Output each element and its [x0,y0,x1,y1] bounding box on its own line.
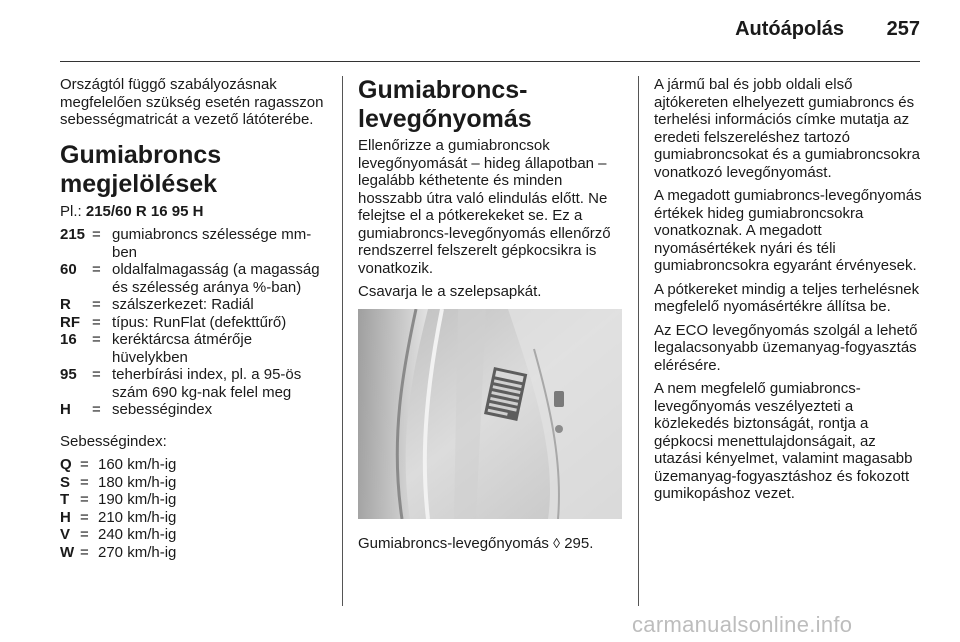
definition-row [60,366,330,401]
speed-key: S [60,473,71,491]
speed-equals: = [80,526,89,543]
speed-equals: = [80,508,89,526]
speed-key: W [60,543,75,561]
definition-equals: = [92,296,101,313]
definition-text: oldalfalmagasság (a magasság és szélesség aránya %-ban) [112,261,320,296]
speed-text: 240 km/h-ig [98,526,177,543]
definition-equals: = [92,226,101,243]
definition-text: teherbírási index, pl. a 95-ös szám 690 kg-nak felel meg [112,366,302,401]
section-title: Autóápolás [735,18,844,40]
spare-wheel-paragraph: A pótkereket mindig a teljes terhelésnek megfelelő nyomásértékre állítsa be. [654,280,920,315]
definition-key: 16 [60,331,77,348]
speed-key: H [60,508,71,526]
example-value: 215/60 R 16 95 H [85,202,204,220]
column-divider-1 [342,76,343,606]
door-frame-label-photo [358,309,622,519]
definition-text: gumiabroncs szélessége mm-ben [112,226,312,261]
definition-text: szálszerkezet: Radiál [112,296,254,313]
speed-key: Q [60,456,72,473]
definition-text: sebességindex [112,401,213,418]
wrong-pressure-paragraph: A nem megfelelő gumiabroncs-levegőnyomás veszélyezteti a közlekedés biztonságát, rontja a gépkocsi menettulajdonságait, az utazási kényelmet, valamint magasabb üzemanyag-fogyasztáshoz és fokozott gumikopáshoz vezet. [654,380,913,502]
definition-key: RF [60,313,80,331]
definition-row [60,331,330,366]
definition-equals: = [92,331,101,348]
definition-equals: = [92,313,101,331]
definition-equals: = [92,261,101,278]
tire-pressure-paragraph: Ellenőrizze a gumiabroncsok levegőnyomását – hideg állapotban – legalább kéthetente és minden hosszabb útra való elindulás előtt. Ne felejtse el a pótkerekeket se. Ez a gumiabroncs-levegőnyomás ellenőrző rendszerrel felszerelt gépkocsikra is vonatkozik. [358,137,611,277]
speed-key: V [60,526,71,543]
definition-row [60,261,330,296]
speed-text: 270 km/h-ig [98,543,177,561]
speed-text: 160 km/h-ig [98,456,177,473]
speed-row [60,474,330,492]
page-number: 257 [886,18,920,40]
definition-key: 95 [60,366,77,383]
page-header [0,0,960,62]
caption-page-link[interactable]: 295. [564,534,594,552]
speed-index-label: Sebességindex: [60,432,167,450]
site-watermark: carmanualsonline.info [632,612,853,637]
example-label: Pl.: [60,202,82,220]
speed-row [60,456,330,474]
column-1 [60,76,330,569]
tire-pressure-heading: Gumiabroncs-levegőnyomás [358,76,532,133]
speed-row [60,491,330,509]
speed-index-list [60,456,330,561]
speed-equals: = [80,456,89,473]
definition-key: R [60,296,71,313]
cold-tire-paragraph: A megadott gumiabroncs-levegőnyomás értékek hideg gumiabroncsokra vonatkoznak. A megadott nyomásértékek nyári és téli gumiabroncsokra egyaránt érvényesek. [654,187,922,274]
definition-text: típus: RunFlat (defekttűrő) [112,313,287,331]
speed-text: 210 km/h-ig [98,508,177,526]
example-line [60,203,330,221]
column-3 [654,76,922,509]
page-reference-arrow-icon: ◊ [553,534,561,551]
caption-text: Gumiabroncs-levegőnyomás [358,534,549,552]
definition-key: H [60,401,71,418]
intro-paragraph: Országtól függő szabályozásnak megfelelően szükség esetén ragasszon sebességmatricát a vezető látóterébe. [60,76,324,128]
speed-equals: = [80,543,89,561]
definition-row [60,401,330,419]
definition-key: 215 [60,226,86,243]
definition-list [60,226,330,419]
speed-equals: = [80,491,89,508]
speed-row [60,544,330,562]
definition-row [60,296,330,314]
definition-row [60,314,330,332]
speed-key: T [60,491,70,508]
speed-row [60,526,330,544]
speed-row [60,509,330,527]
column-divider-2 [638,76,639,606]
definition-equals: = [92,401,101,418]
door-label-paragraph: A jármű bal és jobb oldali első ajtókereten elhelyezett gumiabroncs és terhelési információs címke mutatja az eredeti felszereléshez tartozó gumiabroncsokat és a gumiabroncsokra vonatkozó levegőnyomást. [654,76,920,181]
header-divider [60,61,920,62]
valve-cap-paragraph: Csavarja le a szelepsapkát. [358,283,542,300]
door-frame-illustration [358,309,622,519]
definition-text: keréktárcsa átmérője hüvelykben [112,331,253,366]
speed-text: 180 km/h-ig [98,473,177,491]
column-2 [358,76,626,558]
photo-caption [358,535,626,553]
speed-text: 190 km/h-ig [98,491,177,508]
definition-key: 60 [60,261,77,278]
definition-row [60,226,330,261]
speed-equals: = [80,473,89,491]
definition-equals: = [92,366,101,383]
eco-pressure-paragraph: Az ECO levegőnyomás szolgál a lehető legalacsonyabb üzemanyag-fogyasztás elérésére. [654,321,918,374]
tire-markings-heading: Gumiabroncs megjelölések [60,140,222,198]
